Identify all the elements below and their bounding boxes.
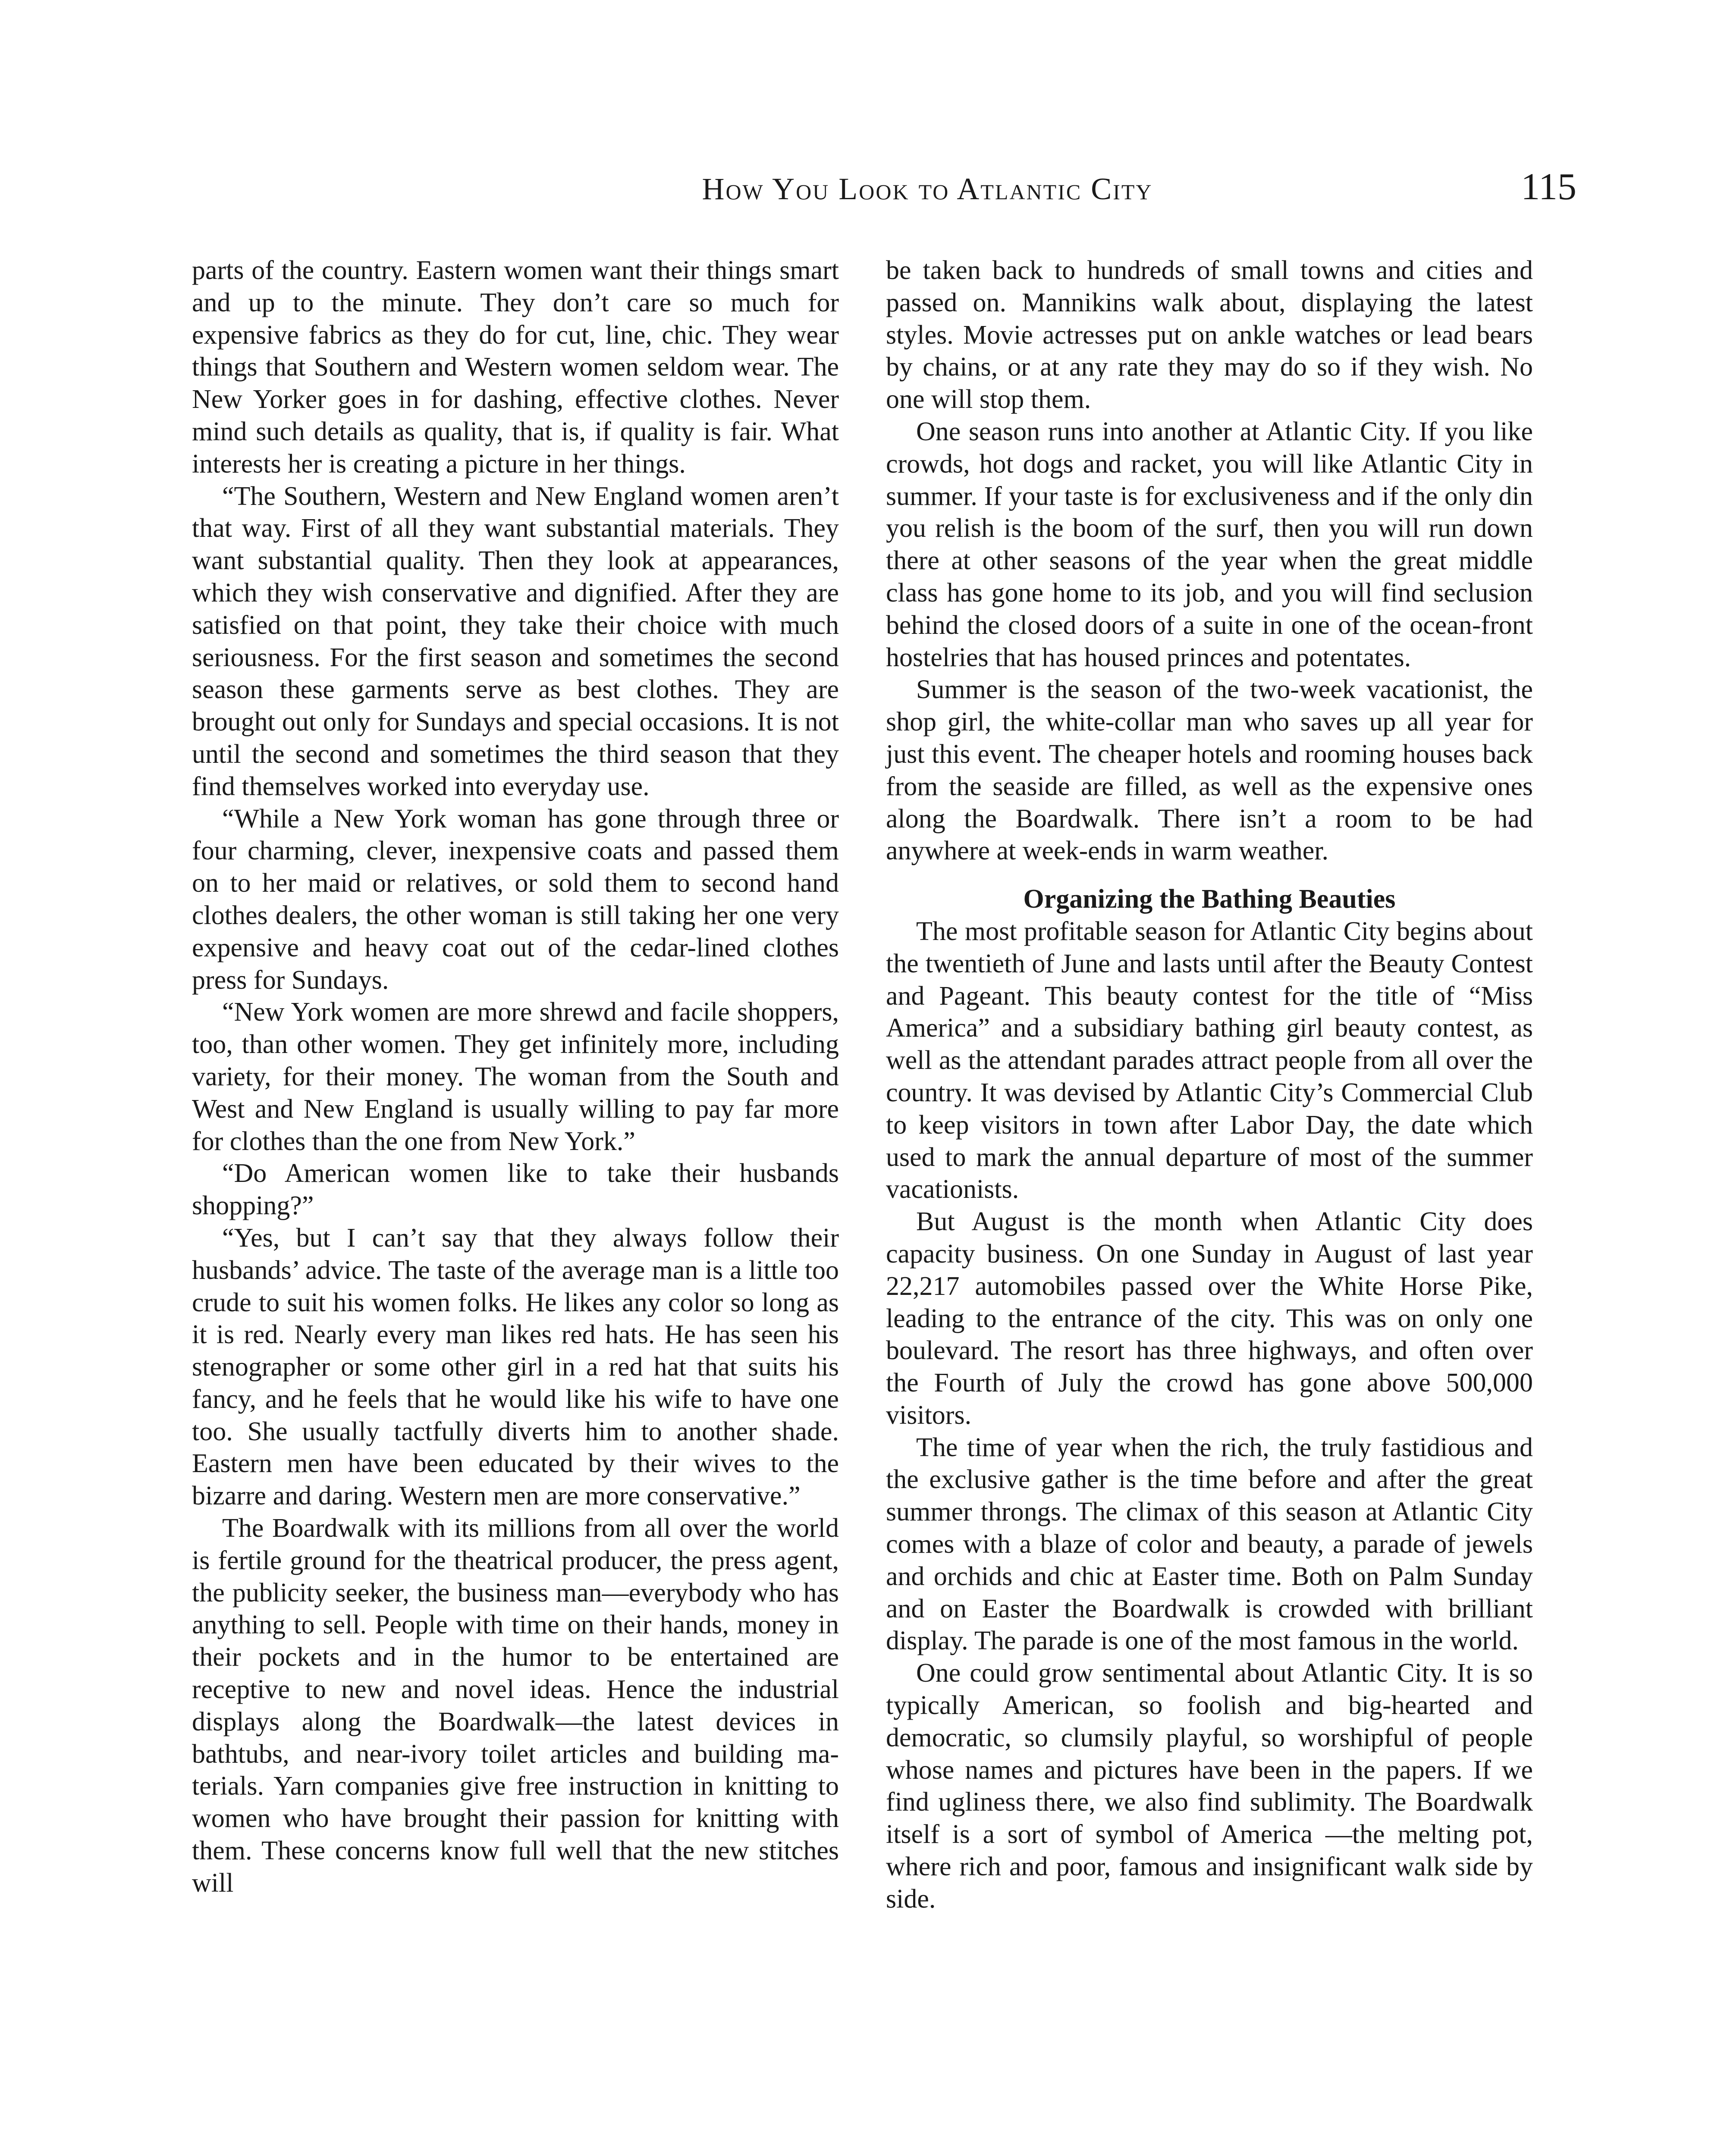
paragraph: One season runs into another at Atlantic City. If you like crowds, hot dogs and racket, you will like Atlantic City in summer. If your taste is for exclusiveness and if the only din you relish is the boom of the surf, then you will run down there at other seasons of the year when the great middle class has gone home to its job, and you will find seclusion behind the closed doors of a suite in one of the ocean-front hostelries that has housed princes and potentates. — [886, 417, 1533, 672]
paragraph: “While a New York woman has gone through three or four charming, clever, inexpensive coats and passed them on to her maid or relatives, or sold them to second hand clothes dealers, the other woman is still taking her one very expensive and heavy coat out of the cedar-lined clothes press for Sundays. — [192, 804, 839, 995]
paragraph: be taken back to hundreds of small towns and cities and passed on. Mannikins walk about, displaying the latest styles. Movie actresses put on ankle watches or lead bears by chains, or at any rate they may do so if they wish. No one will stop them. — [886, 256, 1533, 414]
paragraph: One could grow sentimental about Atlantic City. It is so typically American, so foolish and big-hearted and democratic, so clumsily playful, so worshipful of people whose names and pictures have been in the papers. If we find ugliness there, we also find sublimity. The Boardwalk itself is a sort of symbol of America —the melting pot, where rich and poor, famous and insignificant walk side by side. — [886, 1658, 1533, 1914]
paragraph: But August is the month when Atlantic City does capacity business. On one Sunday in August of last year 22,217 automobiles passed over the White Horse Pike, leading to the entrance of the city. This was on only one boulevard. The resort has three highways, and often over the Fourth of July the crowd has gone above 500,000 visitors. — [886, 1207, 1533, 1430]
right-column — [886, 254, 1533, 1915]
paragraph: The time of year when the rich, the truly fastidious and the exclusive gather is the time before and after the great summer throngs. The climax of this season at Atlantic City comes with a blaze of color and beauty, a parade of jewels and orchids and chic at Easter time. Both on Palm Sunday and on Easter the Boardwalk is crowded with brilliant display. The parade is one of the most famous in the world. — [886, 1432, 1533, 1656]
paragraph: Summer is the season of the two-week vacationist, the shop girl, the white-collar man who saves up all year for just this event. The cheaper hotels and rooming houses back from the seaside are filled, as well as the expensive ones along the Boardwalk. There isn’t a room to be had anywhere at week-ends in warm weather. — [886, 675, 1533, 866]
paragraph: The Boardwalk with its millions from all over the world is fertile ground for the theatrical producer, the press agent, the publicity seeker, the business man—everybody who has anything to sell. People with time on their hands, money in their pockets and in the humor to be entertained are receptive to new and novel ideas. Hence the industrial displays along the Boardwalk—the latest devices in bathtubs, and near-ivory toilet articles and building materials. Yarn companies give free instruction in knitting to women who have brought their passion for knitting with them. These concerns know full well that the new stitches will — [192, 1514, 839, 1898]
page-number: 115 — [1521, 166, 1576, 208]
section-heading: Organizing the Bathing Beauties — [1023, 884, 1396, 914]
paragraph: “Yes, but I can’t say that they always follow their husbands’ advice. The taste of the average man is a little too crude to suit his women folks. He likes any color so long as it is red. Nearly every man likes red hats. He has seen his stenographer or some other girl in a red hat that suits his fancy, and he feels that he would like his wife to have one too. She usually tactfully diverts him to another shade. Eastern men have been educated by their wives to the bizarre and daring. Western men are more conservative.” — [192, 1223, 839, 1511]
left-column — [192, 254, 839, 1899]
running-title: How You Look to Atlantic City — [702, 172, 1153, 206]
paragraph: “New York women are more shrewd and facile shoppers, too, than other women. They get infinitely more, including variety, for their money. The woman from the South and West and New England is usually willing to pay far more for clothes than the one from New York.” — [192, 997, 839, 1156]
paragraph: parts of the country. Eastern women want their things smart and up to the minute. They don’t care so much for expensive fabrics as they do for cut, line, chic. They wear things that Southern and Western women seldom wear. The New Yorker goes in for dashing, effective clothes. Never mind such details as quality, that is, if quality is fair. What interests her is creating a picture in her things. — [192, 256, 839, 479]
paragraph: “Do American women like to take their husbands shopping?” — [192, 1159, 839, 1221]
paragraph: “The Southern, Western and New England women aren’t that way. First of all they want substantial materials. They want substantial quality. Then they look at appearances, which they wish conservative and dignified. After they are satisfied on that point, they take their choice with much seriousness. For the first season and sometimes the second season these garments serve as best clothes. They are brought out only for Sundays and special occasions. It is not until the second and sometimes the third season that they find themselves worked into everyday use. — [192, 481, 839, 801]
paragraph: The most profitable season for Atlantic City begins about the twentieth of June and lasts until after the Beauty Contest and Pageant. This beauty contest for the title of “Miss America” and a subsidiary bathing girl beauty contest, as well as the attendant parades attract people from all over the country. It was devised by Atlantic City’s Commercial Club to keep visitors in town after Labor Day, the date which used to mark the annual departure of most of the summer vacationists. — [886, 916, 1533, 1204]
